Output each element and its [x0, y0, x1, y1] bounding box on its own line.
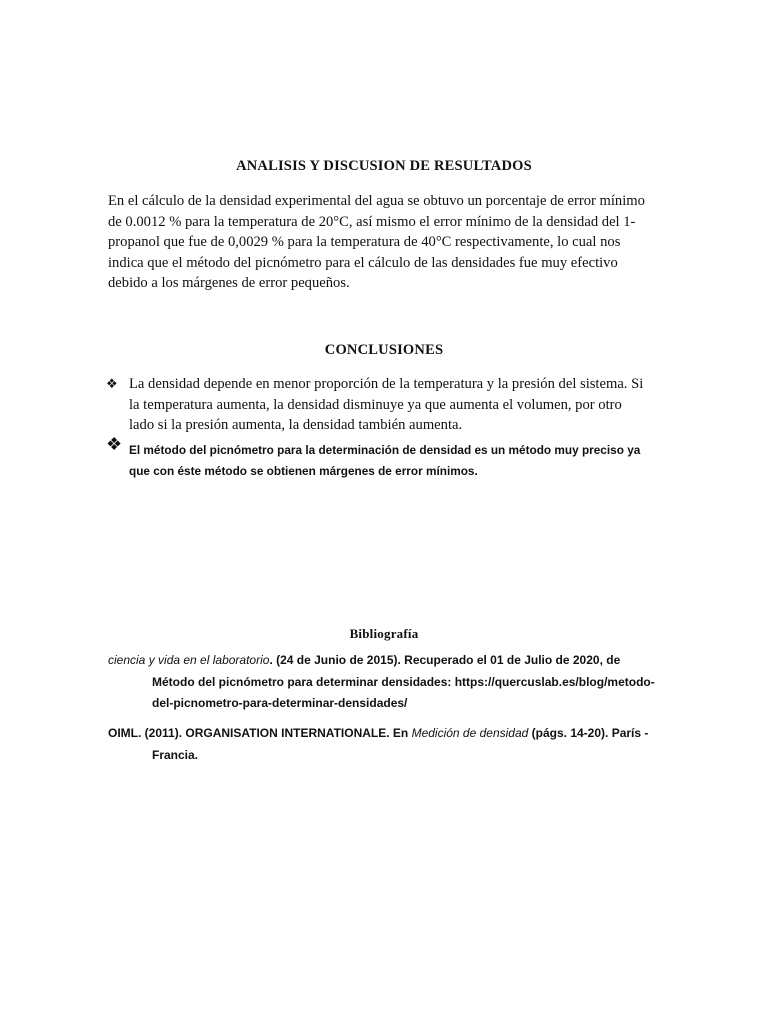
diamond-bullet-icon: ❖ — [106, 376, 118, 391]
reference-line — [108, 723, 668, 745]
conclusion-text — [129, 374, 643, 436]
conclusion-line: la temperatura aumenta, la densidad disminuye ya que aumenta el volumen, por otro — [129, 396, 622, 413]
conclusion-text — [129, 440, 640, 482]
analysis-paragraph — [108, 191, 668, 294]
conclusion-line: lado si la presión aumenta, la densidad también aumenta. — [129, 417, 463, 434]
analysis-line: debido a los márgenes de error pequeños. — [108, 275, 350, 292]
conclusion-line: La densidad depende en menor proporción de la temperatura y la presión del sistema. Si — [129, 376, 644, 392]
reference-1 — [108, 650, 668, 715]
conclusions-heading: CONCLUSIONES — [324, 342, 444, 358]
reference-title: Medición de densidad — [411, 726, 529, 740]
reference-line: Francia. — [152, 747, 199, 762]
analysis-line: propanol que fue de 0,0029 % para la temperatura de 40°C respectivamente, lo cual nos — [108, 234, 621, 251]
reference-line: del-picnometro-para-determinar-densidades/ — [152, 696, 408, 710]
conclusion-line: que con éste método se obtienen márgenes de error mínimos. — [129, 464, 478, 478]
reference-detail: (págs. 14-20). París - — [528, 726, 649, 740]
reference-2 — [108, 723, 668, 766]
analysis-line: En el cálculo de la densidad experimental del agua se obtuvo un porcentaje de error mínimo — [108, 193, 645, 209]
bibliography-heading: Bibliografía — [349, 626, 419, 641]
analysis-line: de 0.0012 % para la temperatura de 20°C, así mismo el error mínimo de la densidad del 1- — [108, 213, 636, 230]
reference-detail: OIML. (2011). ORGANISATION INTERNATIONALE. En — [108, 726, 412, 740]
conclusion-line: El método del picnómetro para la determinación de densidad es un método muy preciso ya — [129, 443, 641, 457]
reference-source: ciencia y vida en el laboratorio — [108, 653, 270, 667]
reference-line: Método del picnómetro para determinar densidades: https://quercuslab.es/blog/metodo- — [152, 674, 655, 689]
analysis-heading: ANALISIS Y DISCUSION DE RESULTADOS — [236, 158, 532, 174]
reference-line — [108, 650, 668, 672]
analysis-line: indica que el método del picnómetro para el cálculo de las densidades fue muy efectivo — [108, 254, 618, 271]
diamond-bullet-icon: ❖ — [106, 434, 123, 454]
reference-detail: . (24 de Junio de 2015). Recuperado el 01 de Julio de 2020, de — [269, 653, 621, 667]
